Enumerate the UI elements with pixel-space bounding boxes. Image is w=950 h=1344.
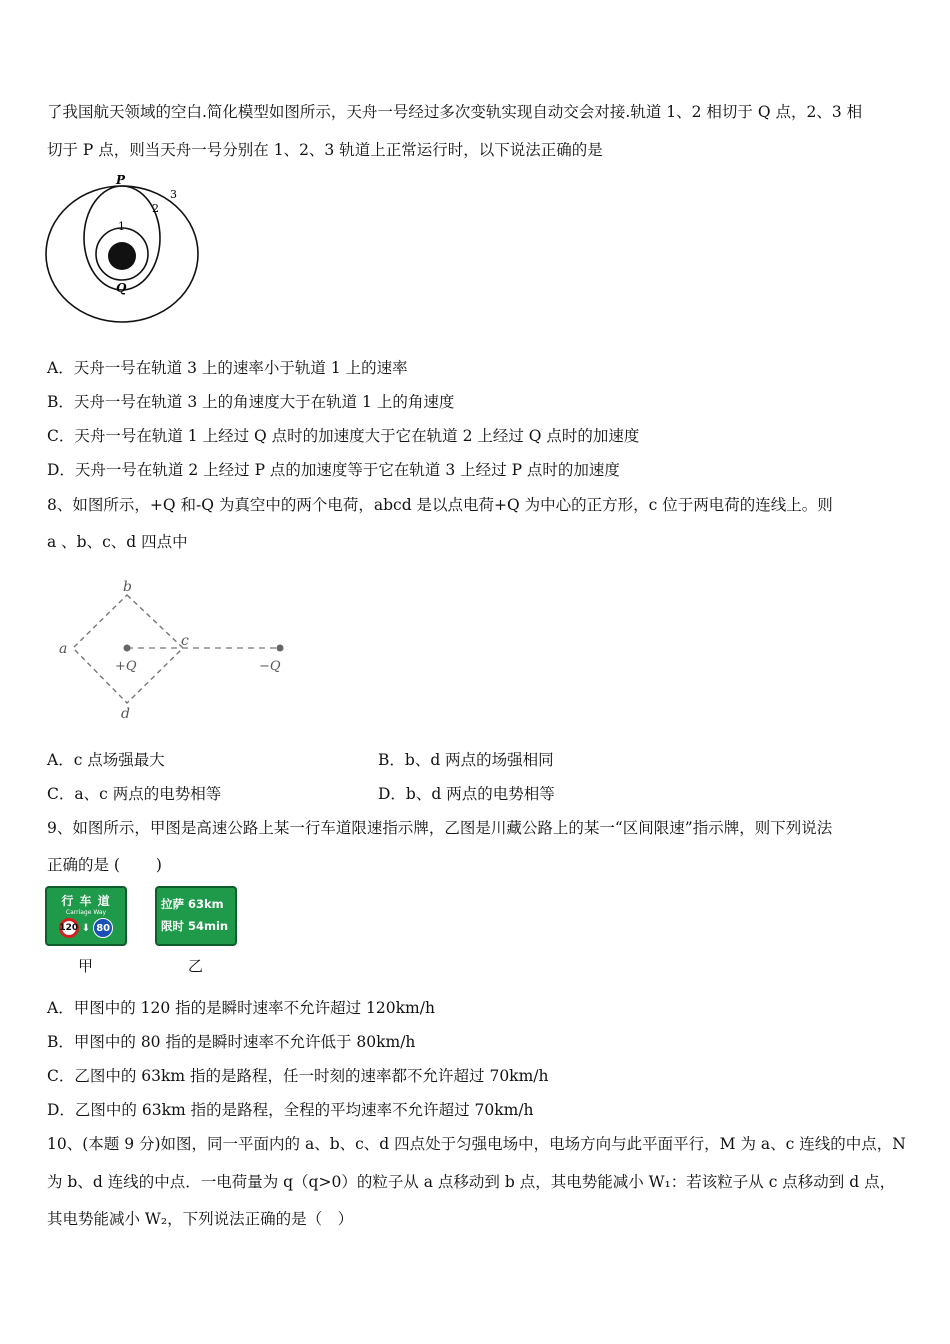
q7-intro-line1: 了我国航天领域的空白.简化模型如图所示，天舟一号经过多次变轨实现自动交会对接.轨道 1、2 相切于 Q 点，2、3 相 (47, 103, 863, 121)
q9-option-c: C．乙图中的 63km 指的是路程，任一时刻的速率都不允许超过 70km/h (47, 1067, 549, 1085)
label-1: 1 (118, 220, 125, 233)
q7-option-c: C．天舟一号在轨道 1 上经过 Q 点时的加速度大于它在轨道 2 上经过 Q 点时的加速度 (47, 427, 640, 445)
speed-limit-max: 120 (59, 918, 79, 938)
sign-jia-caption: 甲 (78, 957, 94, 975)
q10-line2: 为 b、d 连线的中点．一电荷量为 q（q>0）的粒子从 a 点移动到 b 点，其电势能减小 W₁：若该粒子从 c 点移动到 d 点， (47, 1173, 896, 1191)
q9-option-a: A．甲图中的 120 指的是瞬时速率不允许超过 120km/h (47, 999, 435, 1017)
label-2: 2 (152, 202, 159, 215)
label-plus-q: +Q (115, 659, 137, 674)
down-arrow-icon: ⬇ (81, 922, 91, 934)
q9-stem-line2: 正确的是 ( ) (47, 856, 162, 874)
q8-stem-line1: 8、如图所示，+Q 和-Q 为真空中的两个电荷，abcd 是以点电荷+Q 为中心的正方形，c 位于两电荷的连线上。则 (47, 496, 833, 514)
earth (108, 242, 136, 270)
q8-option-c: C．a、c 两点的电势相等 (47, 785, 222, 803)
label-a: a (59, 641, 68, 657)
q7-option-a: A．天舟一号在轨道 3 上的速率小于轨道 1 上的速率 (47, 359, 408, 377)
orbit-2 (84, 186, 160, 290)
q8-option-a: A．c 点场强最大 (47, 751, 165, 769)
sign-jia-title: 行 车 道 (61, 894, 111, 908)
label-b: b (123, 579, 132, 595)
speed-limit-min: 80 (93, 918, 113, 938)
sign-yi-row1: 拉萨 63km (161, 897, 224, 911)
q8-option-b: B．b、d 两点的场强相同 (378, 751, 554, 769)
q9-option-b: B．甲图中的 80 指的是瞬时速率不允许低于 80km/h (47, 1033, 416, 1051)
label-3: 3 (170, 188, 177, 201)
label-p: P (116, 173, 126, 187)
charge-diagram (55, 575, 300, 725)
q8-option-d: D．b、d 两点的电势相等 (378, 785, 555, 803)
charge-minus (277, 645, 284, 652)
charge-plus (124, 645, 131, 652)
label-minus-q: −Q (259, 659, 281, 674)
q7-intro-line2: 切于 P 点，则当天舟一号分别在 1、2、3 轨道上正常运行时，以下说法正确的是 (47, 141, 603, 159)
q8-stem-line2: a 、b、c、d 四点中 (47, 533, 188, 551)
label-c: c (181, 633, 189, 649)
q10-line1: 10、(本题 9 分)如图，同一平面内的 a、b、c、d 四点处于匀强电场中，电场方向与此平面平行，M 为 a、c 连线的中点，N (47, 1135, 906, 1153)
sign-jia-subtitle: Carriage Way (65, 909, 107, 916)
orbit-diagram (44, 172, 204, 332)
q9-option-d: D．乙图中的 63km 指的是路程，全程的平均速率不允许超过 70km/h (47, 1101, 534, 1119)
q7-option-d: D．天舟一号在轨道 2 上经过 P 点的加速度等于它在轨道 3 上经过 P 点时的加速度 (47, 461, 620, 479)
label-d: d (121, 706, 130, 722)
sign-yi (155, 886, 237, 946)
sign-yi-row2: 限时 54min (161, 919, 229, 933)
label-q: Q (116, 281, 127, 295)
q10-line3: 其电势能减小 W₂，下列说法正确的是（ ） (47, 1210, 354, 1228)
sign-jia (45, 886, 127, 946)
q7-option-b: B．天舟一号在轨道 3 上的角速度大于在轨道 1 上的角速度 (47, 393, 455, 411)
q9-stem-line1: 9、如图所示，甲图是高速公路上某一行车道限速指示牌，乙图是川藏公路上的某一“区间限速”指示牌，则下列说法 (47, 819, 833, 837)
sign-yi-caption: 乙 (188, 957, 204, 975)
